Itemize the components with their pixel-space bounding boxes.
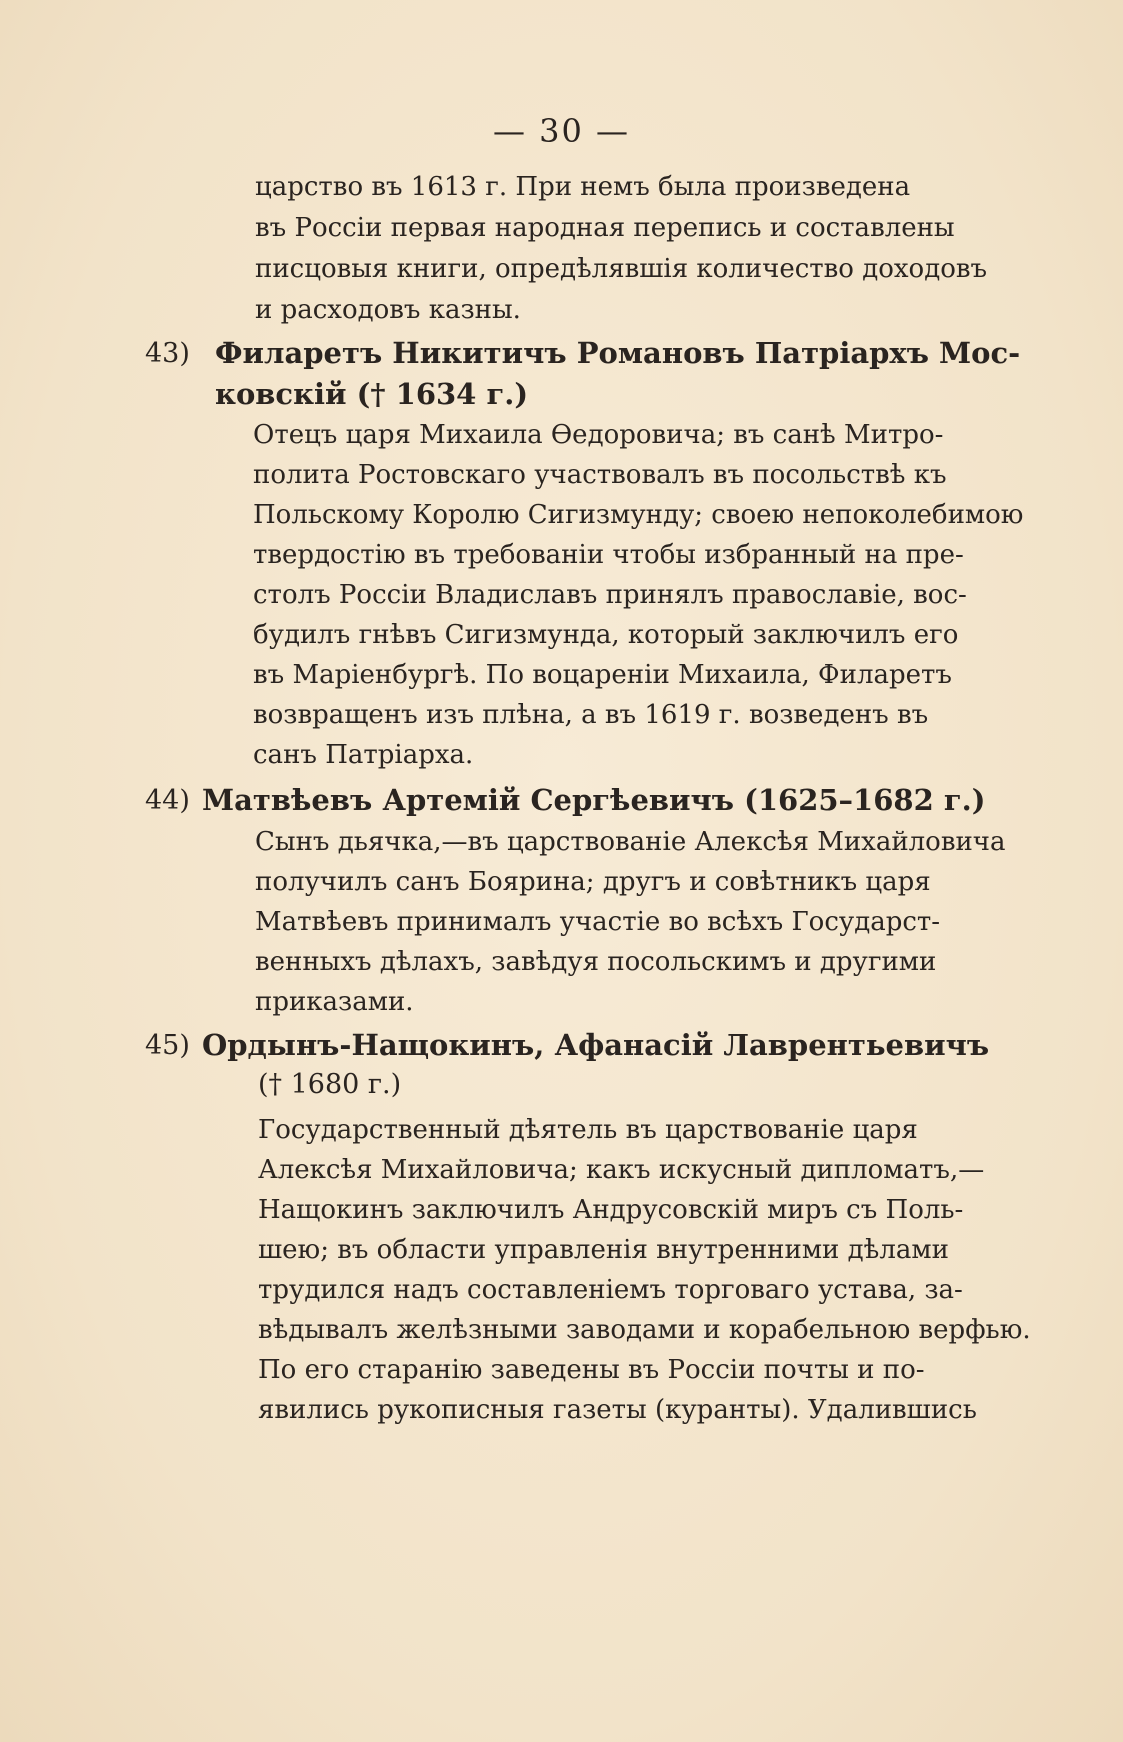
entry-heading: Филаретъ Никитичъ Романовъ Патріархъ Мос- bbox=[215, 336, 1021, 370]
body-line: получилъ санъ Боярина; другъ и совѣтникъ царя bbox=[255, 867, 931, 897]
entry-number: 43) bbox=[145, 338, 190, 369]
body-line: Польскому Королю Сигизмунду; своею непоколебимою bbox=[253, 500, 1024, 530]
intro-line: въ Россіи первая народная перепись и составлены bbox=[255, 213, 955, 243]
page-number: — 30 — bbox=[492, 112, 631, 150]
entry-heading: Матвѣевъ Артемій Сергѣевичъ (1625–1682 г.) bbox=[202, 783, 986, 817]
body-line: вѣдывалъ желѣзными заводами и корабельною верфью. bbox=[258, 1315, 1031, 1345]
intro-line: царство въ 1613 г. При немъ была произведена bbox=[255, 172, 911, 202]
entry-number: 44) bbox=[145, 785, 190, 816]
body-line: твердостію въ требованіи чтобы избранный на пре- bbox=[253, 540, 964, 570]
body-line: столъ Россіи Владиславъ принялъ православіе, вос- bbox=[253, 580, 967, 610]
body-line: полита Ростовскаго участвовалъ въ посольствѣ къ bbox=[253, 460, 947, 490]
body-line: санъ Патріарха. bbox=[253, 740, 474, 770]
intro-line: писцовыя книги, опредѣлявшія количество доходовъ bbox=[255, 254, 988, 284]
entry-heading: ковскій († 1634 г.) bbox=[215, 377, 529, 411]
entry-heading: Ордынъ-Нащокинъ, Афанасій Лаврентьевичъ bbox=[202, 1028, 990, 1062]
body-line: Отецъ царя Михаила Ѳедоровича; въ санѣ Митро- bbox=[253, 420, 944, 450]
body-line: явились рукописныя газеты (куранты). Удалившись bbox=[258, 1395, 977, 1425]
body-line: возвращенъ изъ плѣна, а въ 1619 г. возведенъ въ bbox=[253, 700, 929, 730]
body-line: венныхъ дѣлахъ, завѣдуя посольскимъ и другими bbox=[255, 947, 937, 977]
body-line: Матвѣевъ принималъ участіе во всѣхъ Государст- bbox=[255, 907, 941, 937]
intro-line: и расходовъ казны. bbox=[255, 295, 521, 325]
body-line: будилъ гнѣвъ Сигизмунда, который заключилъ его bbox=[253, 620, 959, 650]
entry-heading-date: († 1680 г.) bbox=[258, 1069, 402, 1100]
body-line: Сынъ дьячка,—въ царствованіе Алексѣя Михайловича bbox=[255, 827, 1006, 857]
entry-number: 45) bbox=[145, 1030, 190, 1061]
body-line: Алексѣя Михайловича; какъ искусный дипломатъ,— bbox=[258, 1155, 985, 1185]
body-line: приказами. bbox=[255, 987, 414, 1017]
body-line: въ Маріенбургѣ. По воцареніи Михаила, Филаретъ bbox=[253, 660, 952, 690]
body-line: Государственный дѣятель въ царствованіе царя bbox=[258, 1115, 918, 1145]
body-line: шею; въ области управленія внутренними дѣлами bbox=[258, 1235, 949, 1265]
body-line: трудился надъ составленіемъ торговаго устава, за- bbox=[258, 1275, 963, 1305]
body-line: Нащокинъ заключилъ Андрусовскій миръ съ Поль- bbox=[258, 1195, 964, 1225]
body-line: По его старанію заведены въ Россіи почты и по- bbox=[258, 1355, 925, 1385]
